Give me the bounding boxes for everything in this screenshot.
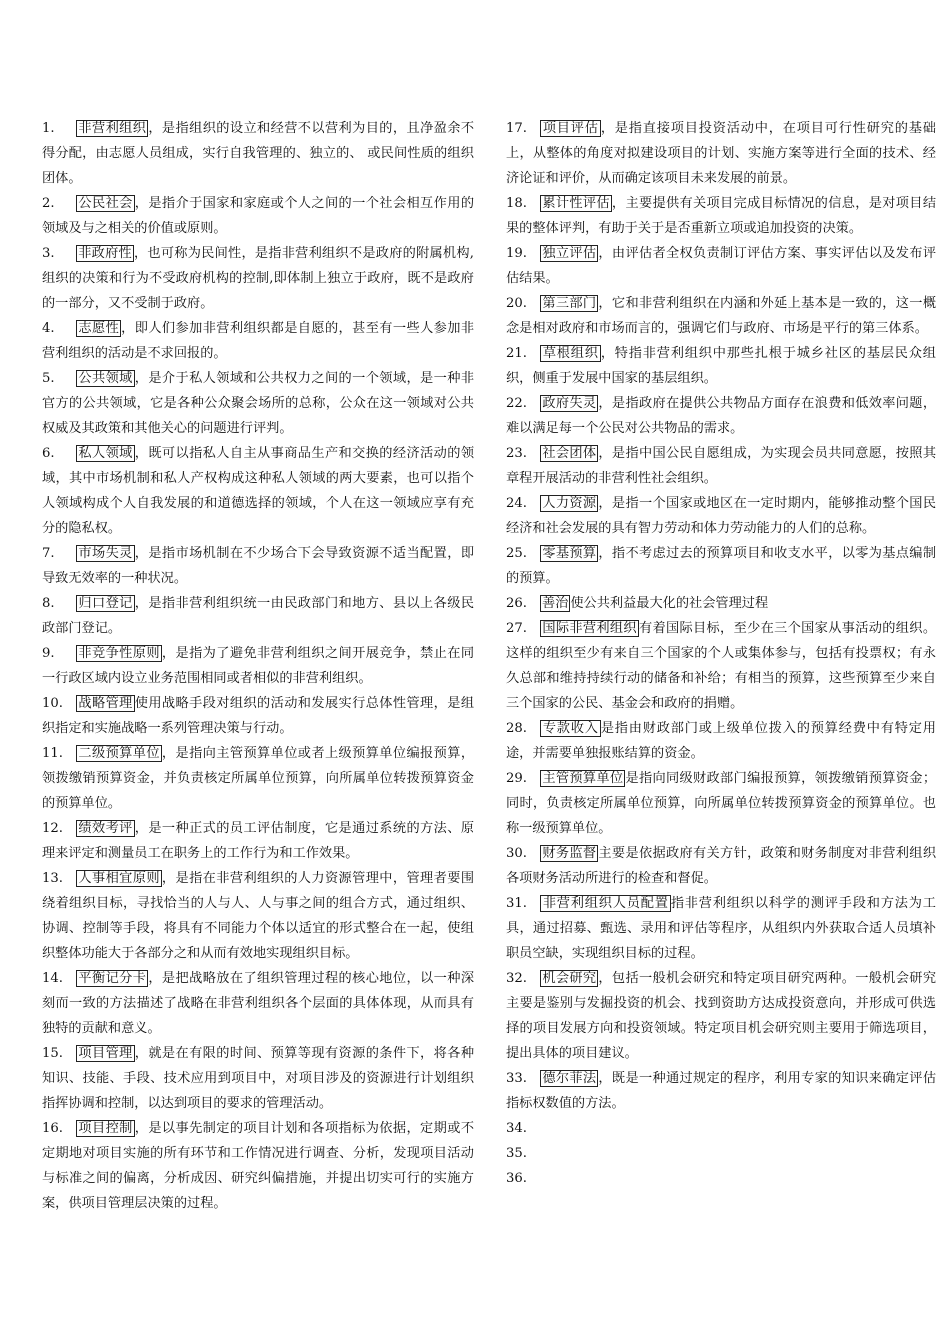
- entry-number: 9.: [42, 646, 55, 661]
- definition-text: 是指由财政部门或上级单位拨入的预算经费中有特定用途，并需要单独报账结算的资金。: [506, 721, 936, 761]
- definition-text: ，是指市场机制在不少场合下会导致资源不适当配置，即导致无效率的一种状况。: [42, 546, 475, 586]
- definition-entry: [42, 741, 474, 816]
- term-box: 草根组织: [542, 346, 599, 361]
- definition-text: ，是一种正式的员工评估制度，它是通过系统的方法、原理来评定和测量员工在职务上的工作行为和工作效果。: [42, 821, 475, 861]
- definition-text: ，既是一种通过规定的程序，利用专家的知识来确定评估指标权数值的方法。: [506, 1071, 937, 1111]
- definition-entry: [506, 716, 936, 766]
- definition-entry: [506, 116, 936, 191]
- definition-entry: [42, 116, 474, 191]
- term-box: 项目控制: [78, 1121, 133, 1136]
- entry-number: 23.: [506, 446, 527, 461]
- term-box: 主管预算单位: [542, 771, 624, 786]
- right-column: [506, 116, 936, 1191]
- entry-number: 3.: [42, 246, 55, 261]
- entry-number: 35.: [506, 1146, 527, 1161]
- entry-number: 28.: [506, 721, 527, 736]
- term-box: 公共领域: [78, 371, 133, 386]
- entry-number: 17.: [506, 121, 527, 136]
- definition-entry: [42, 691, 474, 741]
- definition-text: ，指不考虑过去的预算项目和收支水平，以零为基点编制的预算。: [506, 546, 937, 586]
- definition-text: ，既可以指私人自主从事商品生产和交换的经济活动的领域，其中市场机制和私人产权构成这种私人领域的两大要素，也可以指个人领域构成个人自我发展的和道德选择的领域，个人在这一领域应享有充分的隐私权。: [42, 446, 475, 536]
- definition-entry: [42, 366, 474, 441]
- term-box: 德尔菲法: [542, 1071, 597, 1086]
- entry-number: 25.: [506, 546, 527, 561]
- definition-text: ，由评估者全权负责制订评估方案、事实评估以及发布评估结果。: [506, 246, 937, 286]
- term-box: 平衡记分卡: [78, 971, 147, 986]
- definition-text: 使用战略手段对组织的活动和发展实行总体性管理，是组织指定和实施战略一系列管理决策与行动。: [42, 696, 475, 736]
- entry-number: 1.: [42, 121, 55, 136]
- definition-text: ，是指一个国家或地区在一定时期内，能够推动整个国民经济和社会发展的具有智力劳动和体力劳动能力的人们的总称。: [506, 496, 937, 536]
- definition-entry: [506, 541, 936, 591]
- term-box: 非政府性: [78, 246, 132, 261]
- definition-text: ，是指在非营利组织的人力资源管理中，管理者要围绕着组织目标，寻找恰当的人与人、人与事之间的组合方式，通过组织、协调、控制等手段，将具有不同能力个体以适宜的形式整合在一起，使组织整体功能大于各部分之和从而有效地实现组织目标。: [42, 871, 475, 961]
- term-box: 独立评估: [542, 246, 597, 261]
- definition-text: 指非营利组织以科学的测评手段和方法为工具，通过招募、甄选、录用和评估等程序，从组织内外获取合适人员填补职员空缺，实现组织目标的过程。: [506, 896, 936, 961]
- term-box: 项目管理: [78, 1046, 133, 1061]
- definition-entry: [42, 1116, 474, 1216]
- entry-number: 24.: [506, 496, 527, 511]
- definition-entry: [42, 541, 474, 591]
- entry-number: 13.: [42, 871, 63, 886]
- definition-text: ，是指中国公民自愿组成，为实现会员共同意愿，按照其章程开展活动的非营利性社会组织。: [506, 446, 937, 486]
- definition-entry: [506, 341, 936, 391]
- definition-text: ，是指介于国家和家庭或个人之间的一个社会相互作用的领域及与之相关的价值或原则。: [42, 196, 475, 236]
- definition-text: ，是以事先制定的项目计划和各项指标为依据，定期或不定期地对项目实施的所有环节和工作情况进行调查、分析，发现项目活动与标准之间的偏离，分析成因、研究纠偏措施，并提出切实可行的实施方案，供项目管理层决策的过程。: [42, 1121, 475, 1211]
- definition-text: ，是指政府在提供公共物品方面存在浪费和低效率问题，难以满足每一个公民对公共物品的需求。: [506, 396, 937, 436]
- definition-entry: [42, 441, 474, 541]
- term-box: 绩效考评: [78, 821, 133, 836]
- definition-entry: [506, 1166, 936, 1191]
- entry-number: 19.: [506, 246, 527, 261]
- entry-number: 6.: [42, 446, 55, 461]
- term-box: 第三部门: [542, 296, 597, 311]
- term-box: 私人领域: [78, 446, 133, 461]
- definition-text: 使公共利益最大化的社会管理过程: [570, 596, 769, 611]
- definition-entry: [506, 841, 936, 891]
- entry-number: 22.: [506, 396, 527, 411]
- definition-entry: [506, 391, 936, 441]
- term-box: 非营利组织: [78, 121, 147, 136]
- term-box: 公民社会: [78, 196, 133, 211]
- definition-text: ，是把战略放在了组织管理过程的核心地位，以一种深刻而一致的方法描述了战略在非营利组织各个层面的具体体现，从而具有独特的贡献和意义。: [42, 971, 475, 1036]
- definition-text: ，是指组织的设立和经营不以营利为目的，且净盈余不得分配，由志愿人员组成，实行自我管理的、独立的、 或民间性质的组织团体。: [42, 121, 475, 186]
- term-box: 项目评估: [542, 121, 599, 136]
- definition-text: ，是指向主管预算单位或者上级预算单位编报预算，领拨缴销预算资金，并负责核定所属单位预算，向所属单位转拨预算资金的预算单位。: [42, 746, 475, 811]
- definition-entry: [506, 491, 936, 541]
- definition-text: 有着国际目标，至少在三个国家从事活动的组织。这样的组织至少有来自三个国家的个人或集体参与，包括有投票权；有永久总部和维持持续行动的储备和补给；有相当的预算，这些预算至少来自三个国家的公民、基金会和政府的捐赠。: [506, 621, 937, 711]
- entry-number: 2.: [42, 196, 55, 211]
- definition-entry: [506, 766, 936, 841]
- definition-entry: [506, 191, 936, 241]
- entry-number: 33.: [506, 1071, 527, 1086]
- entry-number: 29.: [506, 771, 527, 786]
- term-box: 市场失灵: [78, 546, 133, 561]
- entry-number: 21.: [506, 346, 527, 361]
- term-box: 人力资源: [542, 496, 597, 511]
- definition-text: ，也可称为民间性，是指非营利组织不是政府的附属机构,组织的决策和行为不受政府机构的控制,即体制上独立于政府，既不是政府的一部分，又不受制于政府。: [42, 246, 474, 311]
- term-box: 归口登记: [78, 596, 133, 611]
- entry-number: 18.: [506, 196, 527, 211]
- definition-entry: [42, 1041, 474, 1116]
- definition-text: ，是指为了避免非营利组织之间开展竞争，禁止在同一行政区域内设立业务范围相同或者相似的非营利组织。: [42, 646, 475, 686]
- term-box: 零基预算: [542, 546, 597, 561]
- entry-number: 34.: [506, 1121, 527, 1136]
- term-box: 善治: [542, 596, 569, 611]
- term-box: 非营利组织人员配置: [542, 896, 669, 911]
- entry-number: 8.: [42, 596, 55, 611]
- term-box: 专款收入: [542, 721, 599, 736]
- definition-text: ，即人们参加非营利组织都是自愿的，甚至有一些人参加非营利组织的活动是不求回报的。: [42, 321, 475, 361]
- left-column: [42, 116, 474, 1216]
- definition-entry: [506, 591, 936, 616]
- definition-text: ，主要提供有关项目完成目标情况的信息，是对项目结果的整体评判，有助于关于是否重新立项或追加投资的决策。: [506, 196, 937, 236]
- definition-entry: [42, 191, 474, 241]
- entry-number: 15.: [42, 1046, 63, 1061]
- definition-text: ，特指非营利组织中那些扎根于城乡社区的基层民众组织，侧重于发展中国家的基层组织。: [506, 346, 936, 386]
- definition-entry: [506, 1066, 936, 1116]
- entry-number: 31.: [506, 896, 527, 911]
- definition-entry: [506, 291, 936, 341]
- entry-number: 16.: [42, 1121, 63, 1136]
- term-box: 志愿性: [78, 321, 120, 336]
- term-box: 财务监督: [542, 846, 597, 861]
- definition-text: ，它和非营利组织在内涵和外延上基本是一致的，这一概念是相对政府和市场而言的，强调它们与政府、市场是平行的第三体系。: [506, 296, 937, 336]
- term-box: 累计性评估: [542, 196, 610, 211]
- entry-number: 7.: [42, 546, 55, 561]
- definition-entry: [506, 241, 936, 291]
- definition-entry: [506, 1141, 936, 1166]
- definition-entry: [42, 591, 474, 641]
- term-box: 人事相宜原则: [78, 871, 160, 886]
- entry-number: 4.: [42, 321, 55, 336]
- entry-number: 27.: [506, 621, 527, 636]
- term-box: 战略管理: [78, 696, 133, 711]
- definition-text: ，是指直接项目投资活动中，在项目可行性研究的基础上，从整体的角度对拟建设项目的计划、实施方案等进行全面的技术、经济论证和评价，从而确定该项目未来发展的前景。: [506, 121, 936, 186]
- definition-text: 是指向同级财政部门编报预算，领拨缴销预算资金；同时，负责核定所属单位预算，向所属单位转拨预算资金的预算单位。也称一级预算单位。: [506, 771, 937, 836]
- entry-number: 20.: [506, 296, 527, 311]
- entry-number: 14.: [42, 971, 63, 986]
- definition-entry: [42, 316, 474, 366]
- definition-entry: [42, 241, 474, 316]
- definition-entry: [42, 866, 474, 966]
- definition-entry: [506, 441, 936, 491]
- definition-text: 主要是依据政府有关方针，政策和财务制度对非营利组织各项财务活动所进行的检查和督促。: [506, 846, 937, 886]
- entry-number: 12.: [42, 821, 63, 836]
- definition-entry: [42, 966, 474, 1041]
- term-box: 非竞争性原则: [78, 646, 160, 661]
- term-box: 政府失灵: [542, 396, 597, 411]
- definition-entry: [42, 816, 474, 866]
- definition-entry: [506, 891, 936, 966]
- definition-text: ，是指非营利组织统一由民政部门和地方、县以上各级民政部门登记。: [42, 596, 475, 636]
- entry-number: 36.: [506, 1171, 527, 1186]
- term-box: 国际非营利组织: [542, 621, 637, 636]
- definition-entry: [506, 1116, 936, 1141]
- definition-text: ，就是在有限的时间、预算等现有资源的条件下，将各种知识、技能、手段、技术应用到项目中，对项目涉及的资源进行计划组织指挥协调和控制，以达到项目的要求的管理活动。: [42, 1046, 475, 1111]
- definition-entry: [506, 966, 936, 1066]
- definition-entry: [506, 616, 936, 716]
- definition-text: ，是介于私人领域和公共权力之间的一个领域，是一种非官方的公共领域，它是各种公众聚会场所的总称，公众在这一领域对公共权威及其政策和其他关心的问题进行评判。: [42, 371, 475, 436]
- entry-number: 32.: [506, 971, 527, 986]
- term-box: 机会研究: [542, 971, 597, 986]
- term-box: 社会团体: [542, 446, 597, 461]
- definition-text: ，包括一般机会研究和特定项目研究两种。一般机会研究主要是鉴别与发掘投资的机会、找到资助方达成投资意向，并形成可供选择的项目发展方向和投资领域。特定项目机会研究则主要用于筛选项目，提出具体的项目建议。: [506, 971, 937, 1061]
- definition-entry: [42, 641, 474, 691]
- entry-number: 11.: [42, 746, 63, 761]
- entry-number: 30.: [506, 846, 527, 861]
- entry-number: 26.: [506, 596, 527, 611]
- entry-number: 10.: [42, 696, 63, 711]
- entry-number: 5.: [42, 371, 55, 386]
- term-box: 二级预算单位: [78, 746, 160, 761]
